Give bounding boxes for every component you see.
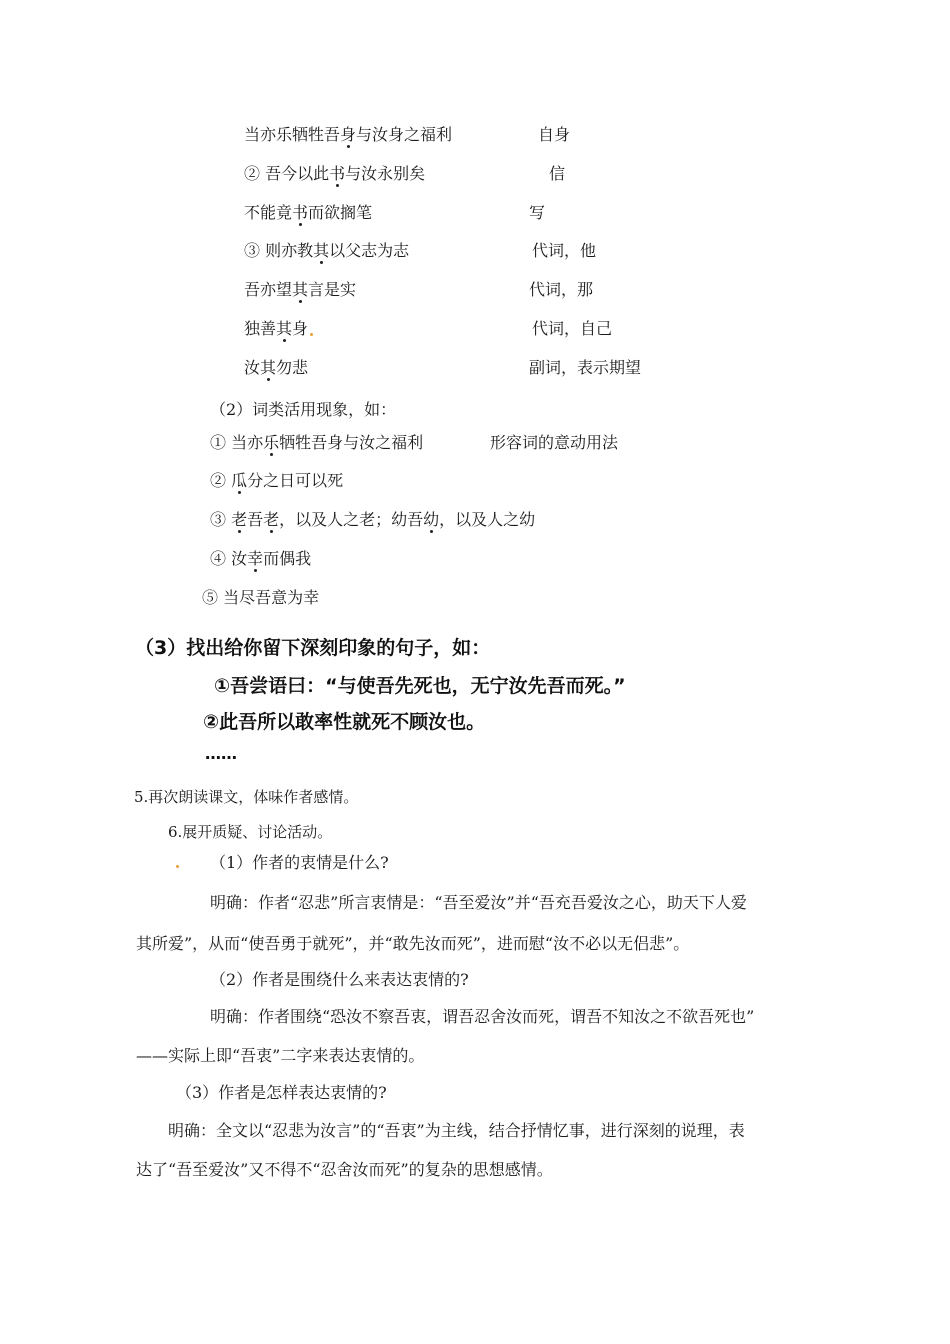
row-6-meaning: 代词，自己 <box>532 319 613 338</box>
quote-2: ②此吾所以敢率性就死不顾汝也。 <box>203 711 486 733</box>
row-3-meaning: 写 <box>529 203 546 222</box>
orange-mark-icon <box>310 333 313 336</box>
s2-item-2: ② 瓜分之日可以死 <box>210 471 344 490</box>
row-7-text: 汝其勿悲 <box>244 358 309 377</box>
step-5: 5.再次朗读课文，体味作者感情。 <box>134 788 359 806</box>
row-1-meaning: 自身 <box>538 125 571 144</box>
step-6-q1: （1）作者的衷情是什么? <box>210 853 389 872</box>
section-3-heading: （3）找出给你留下深刻印象的句子，如： <box>135 637 491 659</box>
step-6-a1-line2: 其所爱”，从而“使吾勇于就死”，并“敢先汝而死”，进而慰“汝不必以无侣悲”。 <box>136 934 690 953</box>
s2-item-5: ⑤ 当尽吾意为幸 <box>202 588 320 607</box>
row-1-text: 当亦乐牺牲吾身与汝身之福利 <box>244 125 453 144</box>
row-2-text: ② 吾今以此书与汝永别矣 <box>244 164 426 183</box>
row-5-text: 吾亦望其言是实 <box>244 280 357 299</box>
step-6-a2-line1: 明确：作者围绕“恐汝不察吾衷，谓吾忍舍汝而死，谓吾不知汝之不欲吾死也” <box>210 1007 755 1026</box>
row-2-meaning: 信 <box>549 164 566 183</box>
step-6-title: 6.展开质疑、讨论活动。 <box>168 823 333 841</box>
step-6-a1-line1: 明确：作者“忍悲”所言衷情是：“吾至爱汝”并“吾充吾爱汝之心，助天下人爱 <box>210 893 747 912</box>
row-4-meaning: 代词，他 <box>532 241 597 260</box>
row-6-text: 独善其身 <box>244 319 309 338</box>
s2-item-1-meaning: 形容词的意动用法 <box>490 433 619 452</box>
s2-item-1: ① 当亦乐牺牲吾身与汝之福利 <box>210 433 424 452</box>
step-6-q2: （2）作者是围绕什么来表达衷情的? <box>210 970 469 989</box>
s2-item-4: ④ 汝幸而偶我 <box>210 549 312 568</box>
step-6-a2-line2: ——实际上即“吾衷”二字来表达衷情的。 <box>136 1046 425 1065</box>
row-5-meaning: 代词，那 <box>529 280 594 299</box>
row-7-meaning: 副词，表示期望 <box>529 358 642 377</box>
row-4-text: ③ 则亦教其以父志为志 <box>244 241 410 260</box>
step-6-a3-line1: 明确：全文以“忍悲为汝言”的“吾衷”为主线，结合抒情忆事，进行深刻的说理，表 <box>168 1121 745 1140</box>
ellipsis: …… <box>205 744 237 763</box>
s2-item-3: ③ 老吾老，以及人之老；幼吾幼，以及人之幼 <box>210 510 536 529</box>
step-6-a3-line2: 达了“吾至爱汝”又不得不“忍舍汝而死”的复杂的思想感情。 <box>136 1160 553 1179</box>
quote-1: ①吾尝语曰：“与使吾先死也，无宁汝先吾而死。” <box>214 675 626 697</box>
orange-mark-icon-2 <box>176 865 179 868</box>
section-2-heading: （2）词类活用现象，如： <box>210 400 397 419</box>
row-3-text: 不能竟书而欲搁笔 <box>244 203 373 222</box>
step-6-q3: （3）作者是怎样表达衷情的? <box>176 1083 387 1102</box>
